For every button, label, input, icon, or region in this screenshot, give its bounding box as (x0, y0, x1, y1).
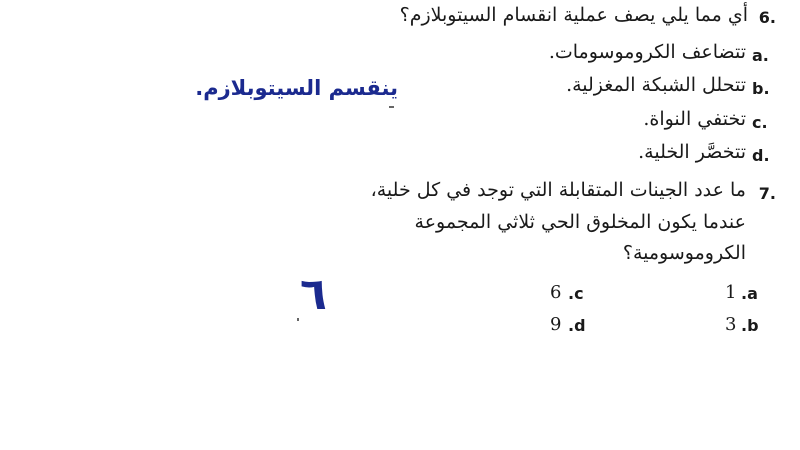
question-6-number: 6. (758, 8, 776, 27)
q6-option-d-letter: d. (752, 146, 770, 165)
q6-option-a-letter: a. (752, 46, 769, 65)
q7-option-b-value: 3 (725, 314, 737, 335)
q7-option-d-value: 9 (550, 314, 562, 335)
question-7-line-2: عندما يكون المخلوق الحي ثلاثي المجموعة (414, 211, 746, 233)
q6-option-a-text: تتضاعف الكروموسومات. (548, 41, 746, 63)
question-6-text: أي مما يلي يصف عملية انقسام السيتوبلازم؟ (399, 4, 748, 26)
q6-option-b-letter: b. (752, 79, 770, 98)
q7-option-c-letter: .c (568, 284, 584, 303)
q6-handwritten-answer: ينقسم السيتوبلازم. (195, 76, 398, 100)
q7-option-a-value: 1 (725, 282, 737, 303)
q7-option-d-letter: .d (568, 316, 586, 335)
q6-option-c-letter: c. (752, 113, 768, 132)
question-7-number: 7. (758, 184, 776, 203)
ink-dot (297, 318, 299, 321)
q6-option-d-text: تتخصَّر الخلية. (638, 141, 746, 163)
q6-option-c-text: تختفي النواة. (643, 108, 746, 130)
q7-option-b-letter: .b (741, 316, 759, 335)
q7-option-c-value: 6 (550, 282, 562, 303)
q6-option-b-text: تتحلل الشبكة المغزلية. (566, 74, 746, 96)
question-7-line-3: الكروموسومية؟ (622, 242, 746, 264)
q7-handwritten-answer: ٦ (300, 269, 327, 320)
question-7-line-1: ما عدد الجينات المتقابلة التي توجد في كل خلية، (370, 179, 746, 201)
ink-dot (389, 106, 394, 108)
q7-option-a-letter: .a (741, 284, 758, 303)
